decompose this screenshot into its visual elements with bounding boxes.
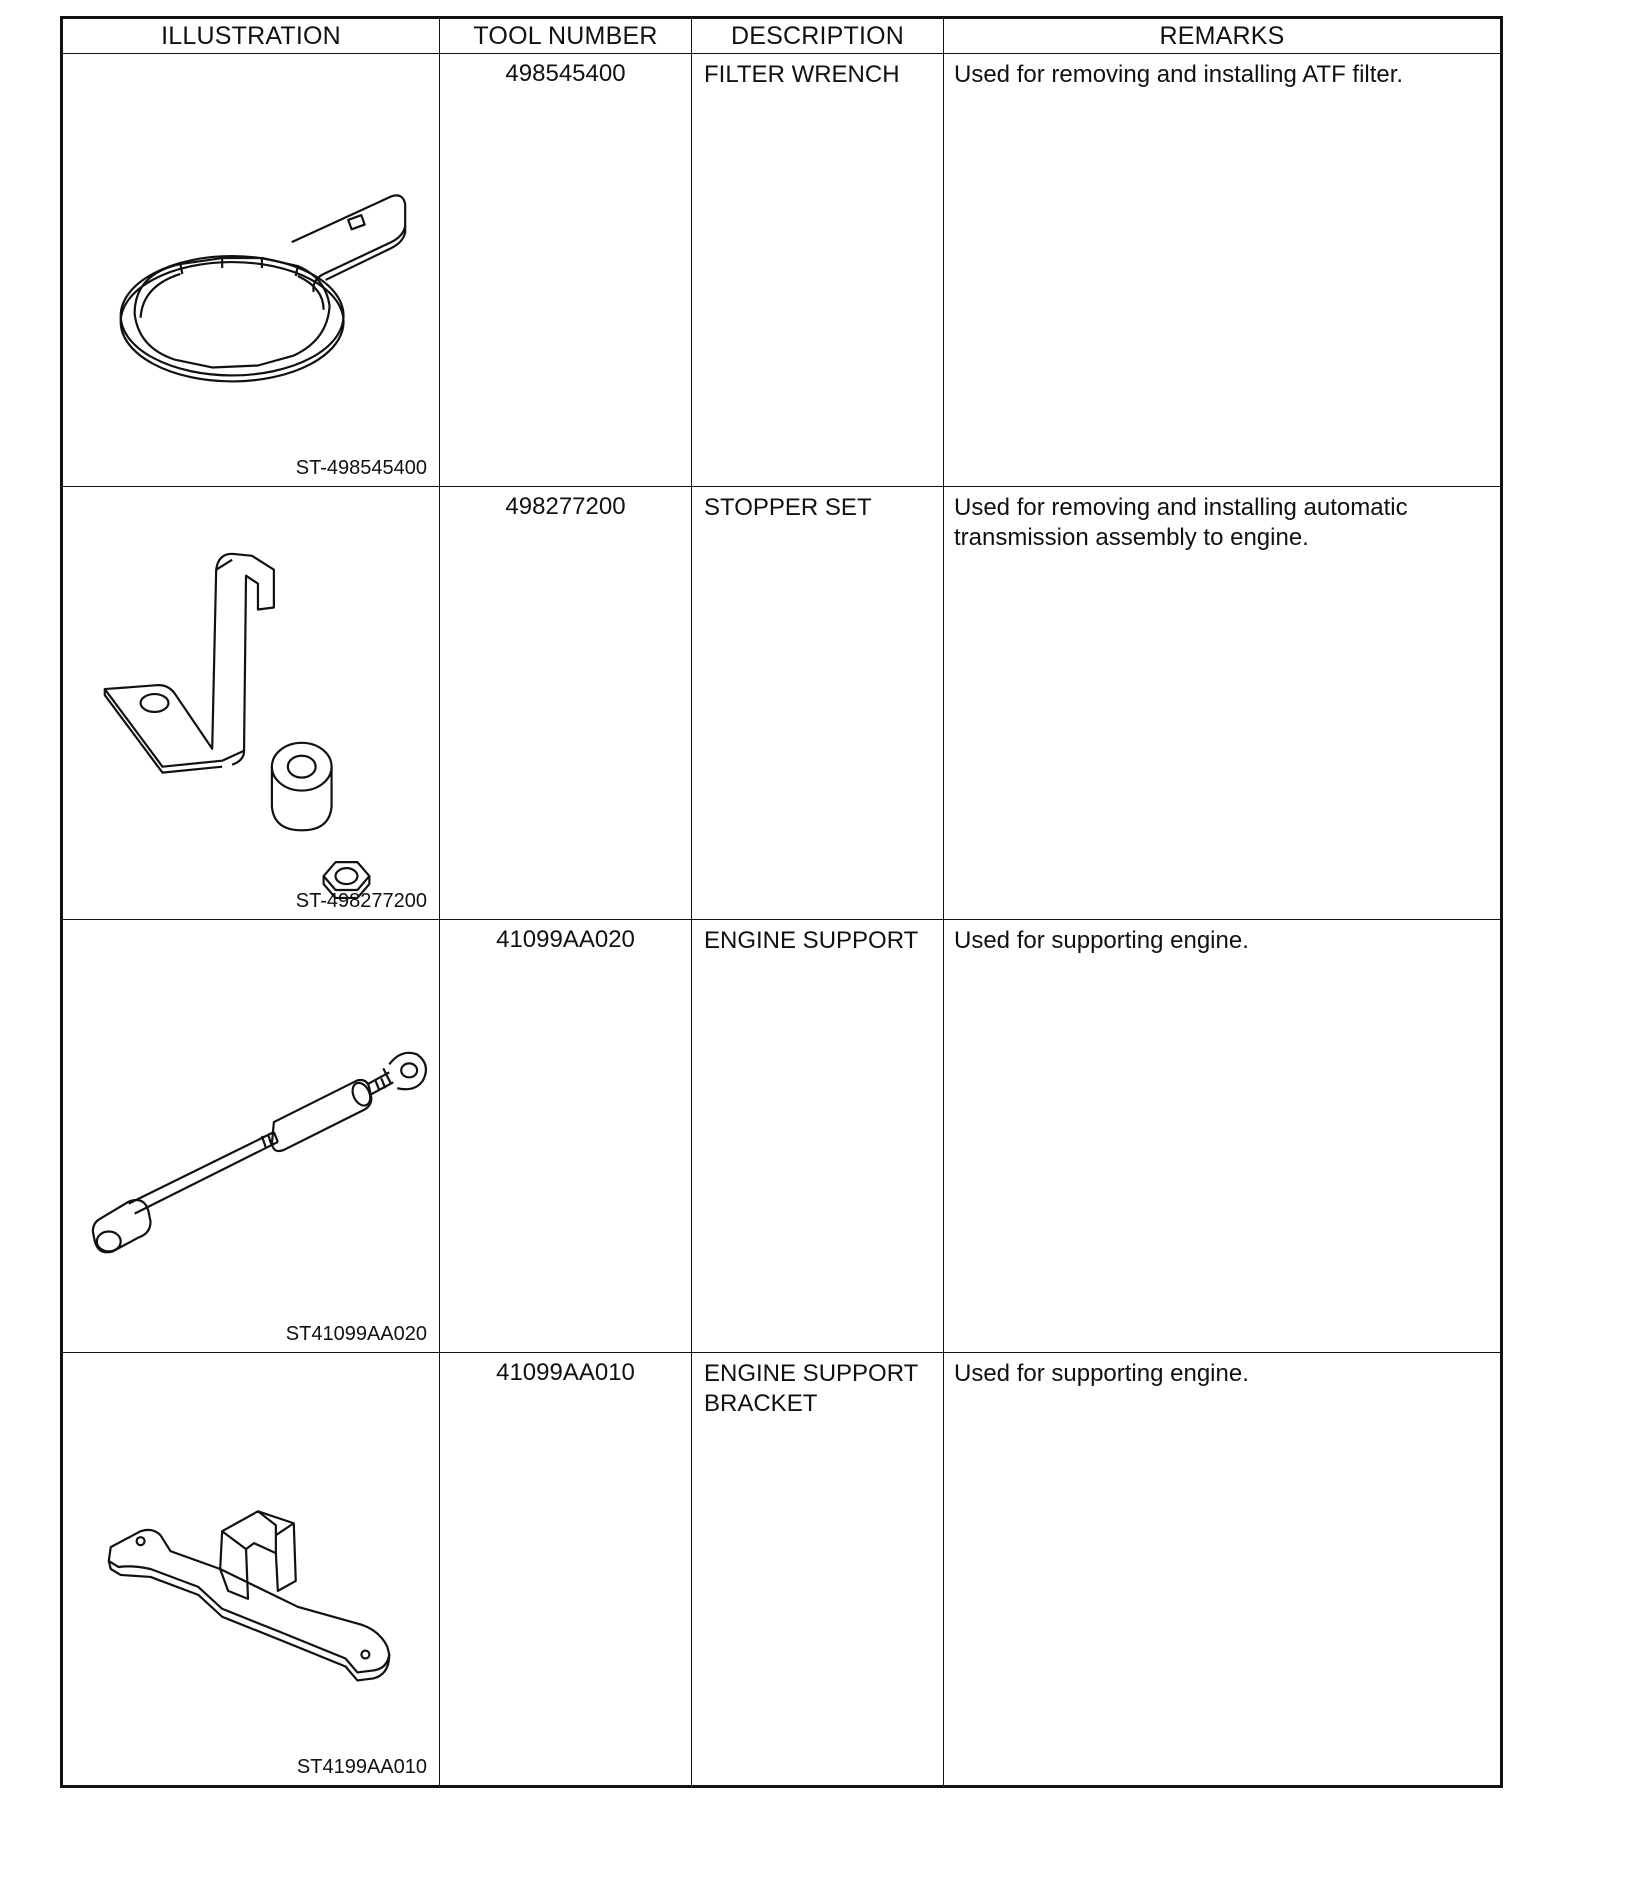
remarks-cell [944, 920, 1502, 1353]
tool-number: 41099AA020 [496, 926, 635, 953]
tool-remarks: Used for removing and installing ATF filter. [954, 61, 1404, 88]
table-row [62, 54, 1502, 487]
stopper-set-icon [63, 487, 439, 919]
illustration-code: ST41099AA020 [285, 1323, 427, 1345]
illustration-cell [62, 920, 440, 1353]
tool-description: ENGINE SUPPORT [704, 927, 919, 954]
illustration-cell [62, 487, 440, 920]
description-cell [692, 54, 944, 487]
illustration-cell [62, 1353, 440, 1787]
table-header-row [62, 18, 1502, 54]
tool-remarks: Used for removing and installing automatic transmission assembly to engine. [954, 494, 1408, 551]
tool-number-cell [440, 920, 692, 1353]
tool-number-cell [440, 1353, 692, 1787]
tool-number: 498545400 [505, 60, 626, 87]
remarks-cell [944, 487, 1502, 920]
tool-description: ENGINE SUPPORT BRACKET [704, 1360, 918, 1417]
tool-number: 498277200 [505, 493, 626, 520]
illustration-cell [62, 54, 440, 487]
tool-number-cell [440, 54, 692, 487]
table-row [62, 920, 1502, 1353]
illustration-code: ST-498277200 [295, 890, 427, 912]
table-row [62, 1353, 1502, 1787]
description-cell [692, 487, 944, 920]
special-tools-table [60, 16, 1503, 1788]
engine-support-icon [63, 920, 439, 1352]
tool-remarks: Used for supporting engine. [954, 927, 1249, 954]
tool-remarks: Used for supporting engine. [954, 1360, 1249, 1387]
filter-wrench-icon [63, 54, 439, 486]
table-row [62, 487, 1502, 920]
header-remarks: REMARKS [944, 18, 1502, 54]
header-tool-number: TOOL NUMBER [440, 18, 692, 54]
remarks-cell [944, 1353, 1502, 1787]
description-cell [692, 1353, 944, 1787]
tool-number-cell [440, 487, 692, 920]
tool-number: 41099AA010 [496, 1359, 635, 1386]
tool-description: STOPPER SET [704, 494, 872, 521]
illustration-code: ST-498545400 [295, 457, 427, 479]
remarks-cell [944, 54, 1502, 487]
tool-description: FILTER WRENCH [704, 61, 900, 88]
illustration-code: ST4199AA010 [296, 1756, 427, 1778]
header-illustration: ILLUSTRATION [62, 18, 440, 54]
header-description: DESCRIPTION [692, 18, 944, 54]
description-cell [692, 920, 944, 1353]
engine-support-bracket-icon [63, 1353, 439, 1785]
